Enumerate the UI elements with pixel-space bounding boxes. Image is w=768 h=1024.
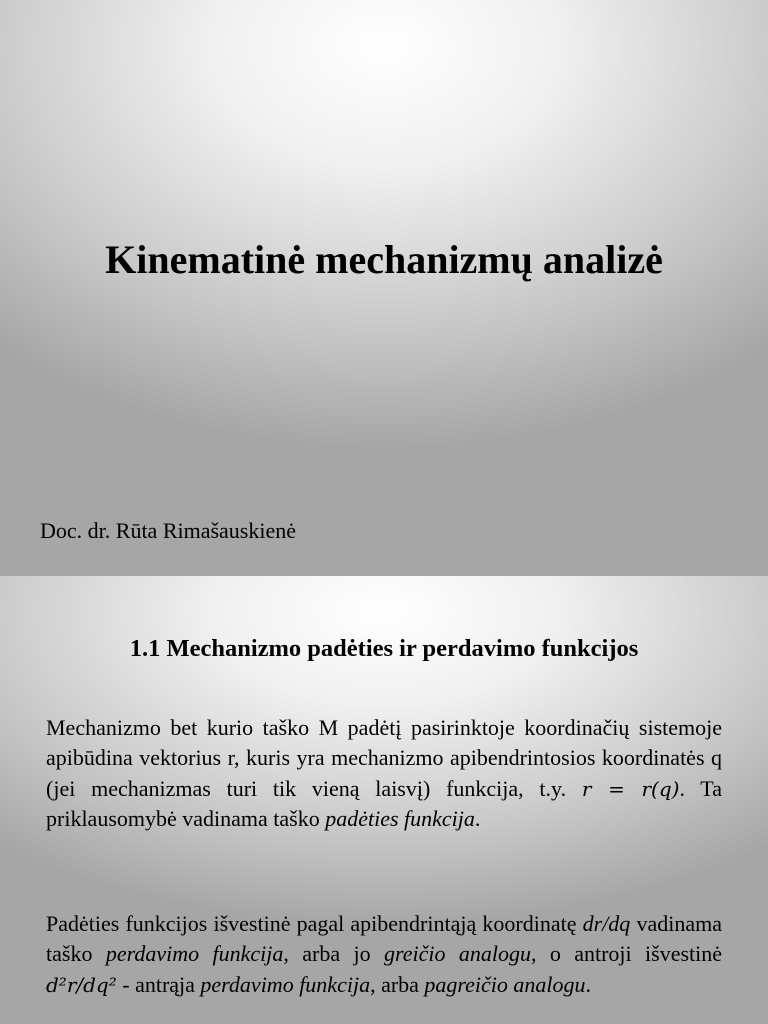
p2-text-3: , arba jo (283, 941, 384, 967)
term-velocity-analog: greičio analogu (383, 941, 531, 967)
section-heading: 1.1 Mechanizmo padėties ir perdavimo funkcijos (129, 635, 639, 662)
p1-text-1: Mechanizmo bet kurio taško M padėtį pasirinktoje koordinačių sistemoje apibūdina vektorius r, kuris yra mechanizmo apibendrintosios koordinatės q (jei mechanizmas turi tik vieną laisvį) funkcija, t.y. (46, 715, 722, 801)
term-second-transfer-function: perdavimo funkcija (200, 971, 371, 997)
p2-text-2: vadinama taško (46, 911, 722, 967)
paragraph-position-function (46, 713, 722, 835)
slide-title: Kinematinė mechanizmų analizė (105, 237, 663, 282)
second-derivative-formula: d²r/dq² (46, 972, 117, 997)
term-position-function: padėties funkcija (325, 806, 475, 832)
content-slide (0, 576, 768, 1024)
p2-text-4: , o antroji išvestinė (530, 941, 723, 967)
term-acceleration-analog: pagreičio analogu (424, 971, 586, 997)
term-derivative: dr/dq (582, 911, 631, 936)
author-name: Doc. dr. Rūta Rimašauskienė (40, 518, 297, 543)
p2-text-7: . (585, 971, 592, 997)
p2-text-6: , arba (370, 971, 425, 997)
p2-text-5: - antrąja (116, 971, 201, 997)
p1-text-2: . Ta priklausomybė vadinama taško (46, 775, 722, 832)
p2-text-1: Padėties funkcijos išvestinė pagal apibendrintąją koordinatę (46, 911, 583, 936)
term-transfer-function: perdavimo funkcija (105, 941, 284, 967)
position-function-formula: r = r(q) (581, 776, 680, 801)
p1-text-3: . (474, 806, 481, 832)
paragraph-transfer-function (46, 909, 722, 1000)
